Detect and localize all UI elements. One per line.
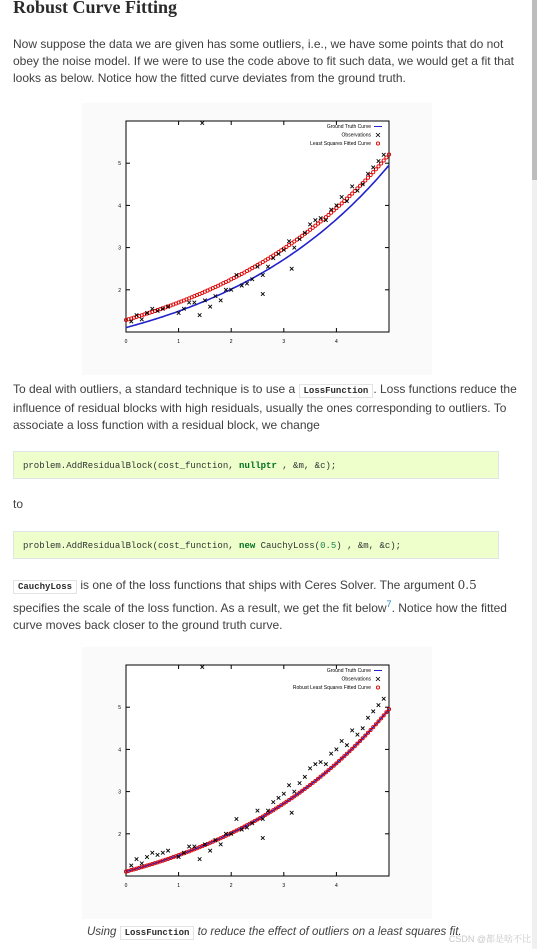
cauchy-text-1: is one of the loss functions that ships with Ceres Solver. The argument (77, 578, 458, 592)
code2-middle: CauchyLoss( (255, 541, 321, 551)
legend-label: Ground Truth Curve (326, 668, 371, 674)
robust-chart (82, 647, 432, 919)
plot-frame (126, 121, 389, 332)
x-tick-label: 0 (124, 883, 128, 889)
scrollbar[interactable] (532, 0, 537, 949)
y-tick-label: 2 (118, 287, 121, 294)
code-block-cauchy (13, 531, 499, 559)
cauchy-text-2: specifies the scale of the loss function. As a result, we get the fit below (13, 601, 387, 615)
section-heading: Robust Curve Fitting (13, 0, 178, 17)
watermark: CSDN @都是啥不比 (448, 934, 531, 944)
y-tick-label: 4 (118, 203, 121, 210)
y-tick-label: 5 (118, 705, 121, 712)
caption-before: Using (87, 926, 120, 938)
legend-label: Observations (341, 676, 371, 683)
x-tick-label: 3 (282, 883, 286, 889)
cauchyloss-code: CauchyLoss (13, 580, 77, 594)
x-tick-label: 3 (282, 339, 286, 345)
loss-text-after: . Loss functions reduce the influence of residual blocks with high residuals, usually the ones corresponding to outliers. To associate a loss function with a residual block, we change (13, 382, 517, 432)
y-tick-label: 4 (118, 747, 121, 754)
cauchy-text-3: . Notice how the fitted curve moves back closer to the ground truth curve. (13, 601, 507, 632)
figure-caption (87, 926, 462, 938)
y-tick-label: 3 (118, 245, 121, 252)
intro-paragraph: Now suppose the data we are given has some outliers, i.e., we have some points that do not obey the noise model. If we were to use the code above to fit such data, we would get a fit that looks as below. Notice how the fitted curve deviates from the ground truth. (13, 37, 514, 85)
x-tick-label: 2 (229, 339, 233, 345)
code2-after: ) , &m, &c); (336, 541, 402, 551)
scrollbar-thumb[interactable] (532, 0, 537, 180)
code2-before: problem.AddResidualBlock(cost_function, (23, 541, 240, 551)
footnote-link[interactable]: 7 (386, 599, 392, 609)
y-tick-label: 5 (118, 161, 121, 168)
caption-after: to reduce the effect of outliers on a least squares fit. (194, 926, 462, 938)
legend-label: Robust Least Squares Fitted Curve (292, 685, 371, 691)
code-block-nullptr (13, 451, 499, 479)
lossfunction-code: LossFunction (299, 384, 374, 398)
x-tick-label: 0 (124, 339, 128, 345)
figure-least-squares (82, 103, 432, 375)
y-tick-label: 2 (118, 831, 121, 838)
code1-keyword: nullptr (239, 461, 277, 471)
legend-label: Least Squares Fitted Curve (310, 141, 371, 147)
legend-label: Observations (341, 132, 371, 139)
x-tick-label: 4 (335, 883, 338, 889)
code2-number: 0.5 (320, 541, 337, 551)
code1-before: problem.AddResidualBlock(cost_function, (23, 461, 240, 471)
x-tick-label: 1 (177, 883, 180, 889)
caption-code: LossFunction (120, 926, 195, 940)
legend-label: Ground Truth Curve (326, 124, 371, 130)
figure-robust (82, 647, 432, 919)
x-tick-label: 4 (335, 339, 338, 345)
to-text: to (13, 497, 24, 511)
cauchy-paragraph (13, 577, 521, 634)
code2-keyword: new (239, 541, 256, 551)
plot-frame (126, 665, 389, 876)
loss-paragraph (13, 381, 521, 434)
loss-text-before: To deal with outliers, a standard technique is to use a (13, 382, 299, 396)
y-tick-label: 3 (118, 789, 121, 796)
x-tick-label: 2 (229, 883, 233, 889)
code1-after: , &m, &c); (276, 461, 337, 471)
x-tick-label: 1 (177, 339, 180, 345)
least-squares-chart (82, 103, 432, 375)
cauchy-arg: 0.5 (457, 578, 477, 592)
